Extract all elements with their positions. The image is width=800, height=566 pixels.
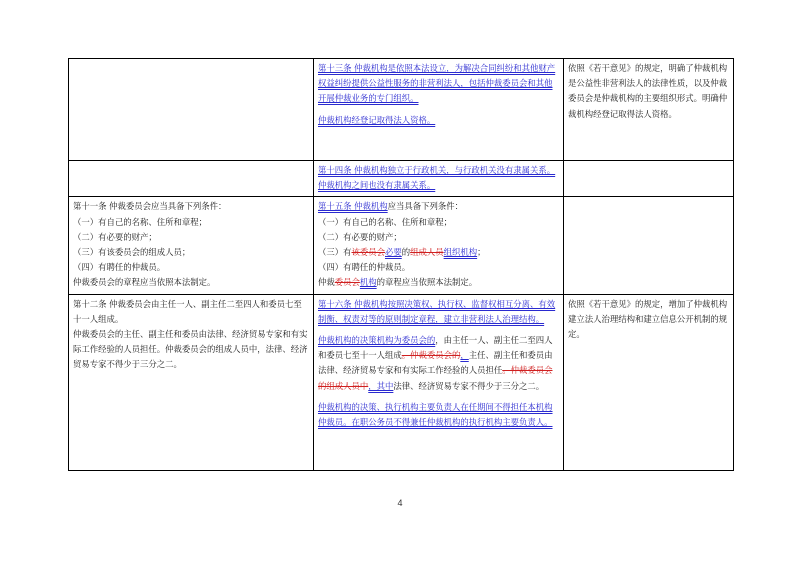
text-span: 仲裁 [318,277,335,288]
old-text-cell [69,161,314,197]
text-span: 的 [401,247,411,258]
text-span: 应当具备下列条件： [387,201,464,212]
text-line: 仲裁委员会的章程应当依照本法制定。 [73,277,216,288]
text-line: （一）有自己的名称、住所和章程； [73,216,207,227]
inserted-text: ，其中 [368,380,394,391]
comparison-table [68,58,734,471]
inserted-text: 机构 [359,277,377,288]
deleted-text: 该委员会 [351,247,385,258]
inserted-text: 仲裁机构经登记取得法人资格。 [318,114,436,125]
text-paragraph: 仲裁委员会的主任、副主任和委员由法律、经济贸易专家和有实际工作经验的人员担任。仲裁委员会的组成人员中，法律、经济贸易专家不得少于三分之二。 [73,329,308,370]
text-line: （四）有聘任的仲裁员。 [318,262,411,273]
old-text-cell [69,197,314,294]
text-span: 主任、副主任和委员由法律、经济贸易专家和有实际工作经验的人员担任 [318,350,553,376]
deleted-text: 组成人员 [410,247,444,258]
old-text-cell [69,294,314,470]
text-line: （二）有必要的财产； [318,231,402,242]
deleted-text: 委员会 [334,277,360,288]
text-line [318,245,559,260]
text-span: ； [477,247,486,258]
inserted-text: 必要 [385,247,402,258]
table-row [69,197,734,294]
inserted-text: 组织机构 [443,247,478,258]
inserted-text: 第十六条 仲裁机构按照决策权、执行权、监督权相互分离、有效制衡、权责对等的原则制定章程，建立非营利法人治理结构。 [318,298,556,324]
note-cell: 依照《若干意见》的规定，明确了仲裁机构是公益性非营利法人的法律性质，以及仲裁委员会是仲裁机构的主要组织形式。明确仲裁机构经登记取得法人资格。 [564,59,734,161]
deleted-text: 。仲裁委员会的组成人员中 [318,365,553,391]
text-line: 第十一条 仲裁委员会应当具备下列条件： [73,201,227,212]
inserted-text: 仲裁机构的决策机构为委员会的 [318,335,436,346]
new-text-cell [314,161,564,197]
inserted-text: ， [460,350,469,361]
deleted-text: 。仲裁委员会的 [401,350,461,361]
old-text-cell [69,59,314,161]
new-text-cell [314,197,564,294]
inserted-text: 第十五条 仲裁机构 [318,201,388,212]
inserted-text: 第十四条 仲裁机构独立于行政机关，与行政机关没有隶属关系。仲裁机构之间也没有隶属关系。 [318,165,556,191]
text-line [318,199,559,214]
text-paragraph: 第十二条 仲裁委员会由主任一人、副主任二至四人和委员七至十一人组成。 [73,298,302,324]
text-line: （一）有自己的名称、住所和章程； [318,216,452,227]
inserted-text: 仲裁机构的决策、执行机构主要负责人在任期间不得担任本机构仲裁员。在职公务员不得兼任仲裁机构的执行机构主要负责人。 [318,401,553,428]
text-line: （四）有聘任的仲裁员。 [73,262,166,273]
text-span: （三）有 [318,247,352,258]
text-line [318,275,559,290]
new-text-cell [314,294,564,470]
note-cell [564,197,734,294]
text-span: ，由主任一人、副主任二至四人和委员七至十一人组成 [318,335,553,361]
text-paragraph [318,333,559,394]
note-cell [564,161,734,197]
inserted-text: 第十三条 仲裁机构是依照本法设立，为解决合同纠纷和其他财产权益纠纷提供公益性服务的非营利法人，包括仲裁委员会和其他开展仲裁业务的专门组织。 [318,63,556,104]
table-row [69,59,734,161]
page-number: 4 [397,498,403,508]
table-row [69,294,734,470]
new-text-cell [314,59,564,161]
text-line: （二）有必要的财产； [73,231,157,242]
table-row [69,161,734,197]
text-line: （三）有该委员会的组成人员； [73,247,191,258]
text-span: 的章程应当依照本法制定。 [376,277,478,288]
text-span: 法律、经济贸易专家不得少于三分之二。 [393,380,545,391]
note-cell: 依照《若干意见》的规定，增加了仲裁机构建立法人治理结构和建立信息公开机制的规定。 [564,294,734,470]
